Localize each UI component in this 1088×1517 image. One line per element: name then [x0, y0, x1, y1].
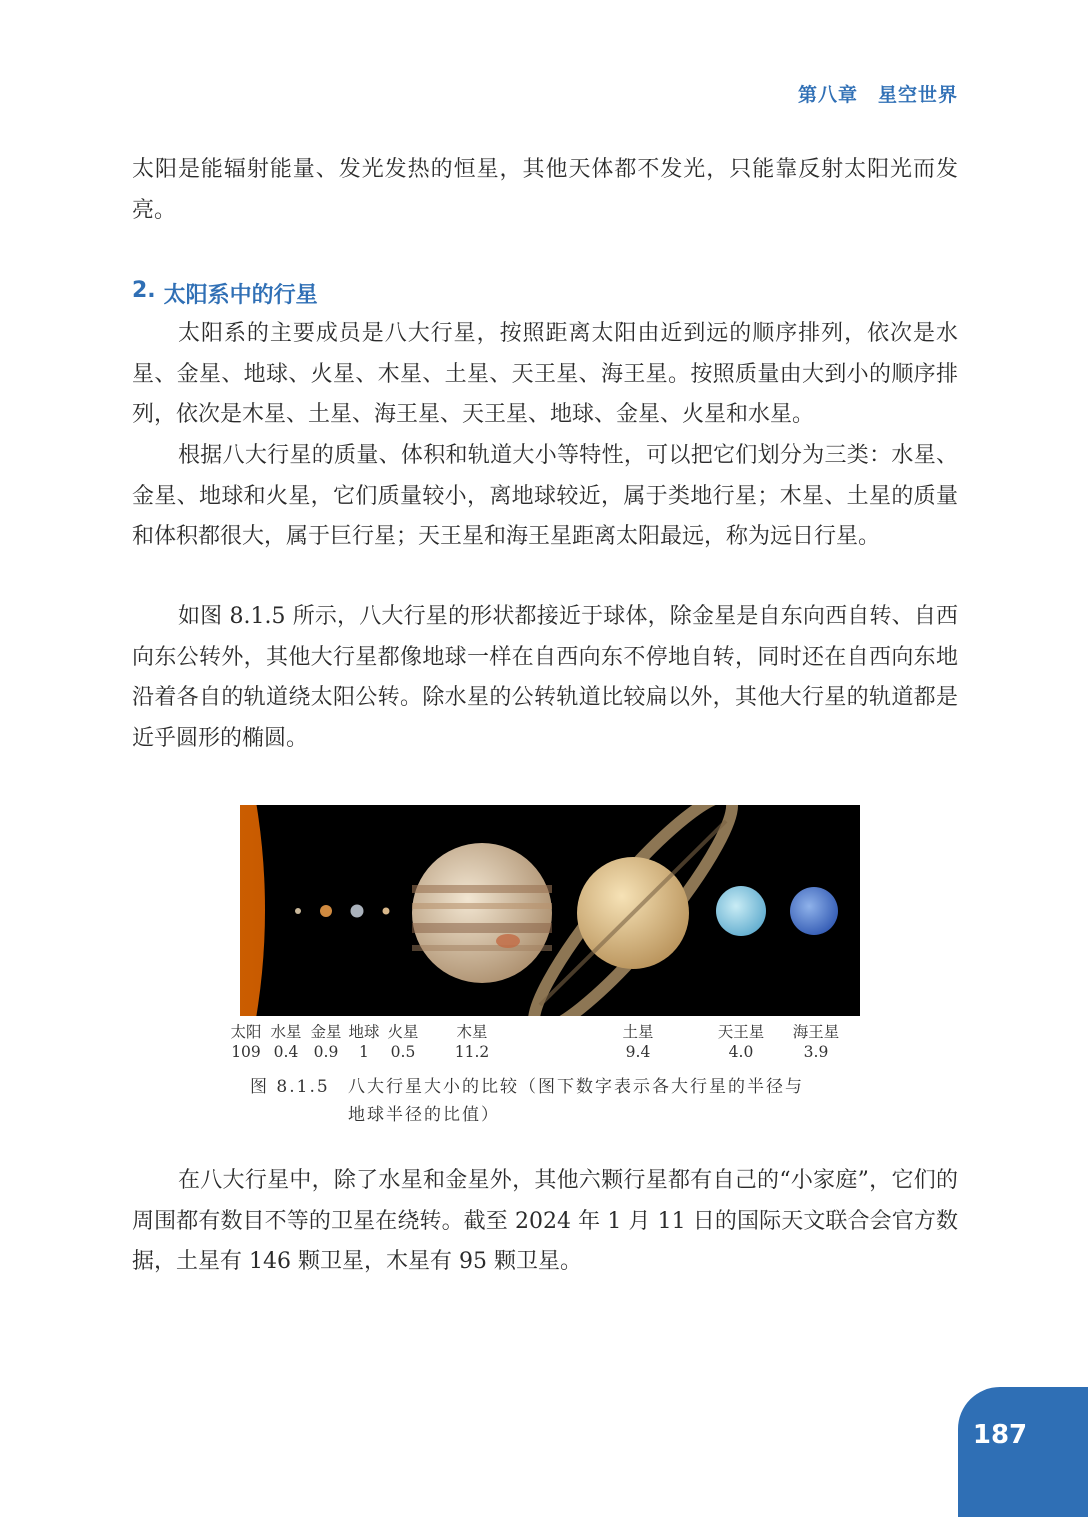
mars-icon [383, 908, 390, 915]
label-neptune: 海王星 3.9 [792, 1023, 840, 1061]
label-jupiter: 木星 11.2 [454, 1023, 490, 1061]
page-number: 187 [972, 1420, 1028, 1450]
paragraph-classes: 根据八大行星的质量、体积和轨道大小等特性，可以把它们划分为三类：水星、金星、地球和火星，它们质量较小，离地球较近，属于类地行星；木星、土星的质量和体积都很大，属于巨行星；天王星和海王星距离太阳最远，称为远日行星。 [132, 443, 958, 549]
label-venus: 金星 0.9 [310, 1023, 342, 1061]
label-mars: 火星 0.5 [387, 1023, 419, 1061]
figure-caption [250, 1073, 850, 1129]
earth-icon [351, 905, 364, 918]
section-title: 太阳系中的行星 [163, 283, 318, 308]
caption-line-1: 八大行星大小的比较（图下数字表示各大行星的半径与 [348, 1077, 804, 1097]
paragraph-satellites: 在八大行星中，除了水星和金星外，其他六颗行星都有自己的“小家庭”，它们的周围都有数目不等的卫星在绕转。截至 2024 年 1 月 11 日的国际天文联合会官方数据，土星有 146 颗卫星，木星有 95 颗卫星。 [132, 1168, 958, 1274]
section-heading [132, 278, 318, 309]
neptune-icon [790, 887, 838, 935]
caption-number: 图 8.1.5 [250, 1077, 330, 1097]
label-uranus: 天王星 4.0 [717, 1023, 765, 1061]
jupiter-icon [412, 843, 552, 983]
chapter-number: 第八章 [797, 84, 858, 106]
section-number: 2. [132, 278, 156, 303]
figure-planets [230, 805, 860, 1068]
page-tab [958, 1387, 1088, 1517]
paragraph-rotation: 如图 8.1.5 所示，八大行星的形状都接近于球体，除金星是自东向西自转、自西向东公转外，其他大行星都像地球一样在自西向东不停地自转，同时还在自西向东地沿着各自的轨道绕太阳公转。除水星的公转轨道比较扁以外，其他大行星的轨道都是近乎圆形的椭圆。 [132, 604, 958, 751]
planet-labels [230, 1022, 860, 1068]
paragraph-order: 太阳系的主要成员是八大行星，按照距离太阳由近到远的顺序排列，依次是水星、金星、地球、火星、木星、土星、天王星、海王星。按照质量由大到小的顺序排列，依次是木星、土星、海王星、天王星、地球、金星、火星和水星。 [132, 321, 958, 427]
label-sun: 太阳 109 [230, 1023, 262, 1061]
mercury-icon [295, 908, 301, 914]
label-mercury: 水星 0.4 [270, 1023, 302, 1061]
uranus-icon [716, 886, 766, 936]
venus-icon [320, 905, 332, 917]
chapter-title: 星空世界 [877, 84, 958, 106]
paragraph-intro: 太阳是能辐射能量、发光发热的恒星，其他天体都不发光，只能靠反射太阳光而发亮。 [132, 157, 958, 223]
label-earth: 地球 1 [348, 1023, 380, 1061]
caption-line-2: 地球半径的比值） [348, 1105, 500, 1125]
label-saturn: 土星 9.4 [622, 1023, 654, 1061]
solar-system-image [240, 805, 860, 1016]
running-header [798, 80, 958, 107]
